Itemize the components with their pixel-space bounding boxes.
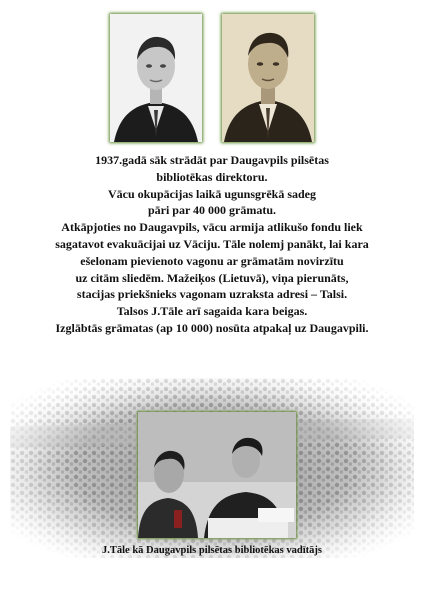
portrait-photo-right bbox=[222, 14, 314, 142]
text-line: bibliotēkas direktoru. bbox=[156, 169, 268, 184]
text-line: uz citām sliedēm. Mažeiķos (Lietuvā), viņa pierunāts, bbox=[75, 270, 349, 285]
text-line: ešelonam pievienoto vagonu ar grāmatām novirzītu bbox=[80, 253, 344, 268]
text-line: Izglābtās grāmatas (ap 10 000) nosūta atpakaļ uz Daugavpili. bbox=[55, 320, 369, 335]
text-line: 1937.gadā sāk strādāt par Daugavpils pilsētas bbox=[95, 153, 329, 167]
text-line: Atkāpjoties no Daugavpils, vācu armija atlikušo fondu liek bbox=[61, 220, 363, 235]
text-line: stacijas priekšnieks vagonam uzraksta adresi – Talsi. bbox=[76, 287, 348, 302]
portrait-photo-left bbox=[110, 14, 202, 142]
biography-text bbox=[0, 152, 424, 337]
text-line: Vācu okupācijas laikā ugunsgrēkā sadeg bbox=[107, 186, 317, 201]
office-photo bbox=[138, 412, 296, 538]
text-line: pāri par 40 000 grāmatu. bbox=[147, 203, 277, 218]
photo-caption: J.Tāle kā Daugavpils pilsētas bibliotēkas vadītājs bbox=[102, 545, 322, 556]
text-line: sagatavot evakuācijai uz Vāciju. Tāle nolemj panākt, lai kara bbox=[55, 236, 369, 251]
text-line: Talsos J.Tāle arī sagaida kara beigas. bbox=[116, 304, 308, 319]
